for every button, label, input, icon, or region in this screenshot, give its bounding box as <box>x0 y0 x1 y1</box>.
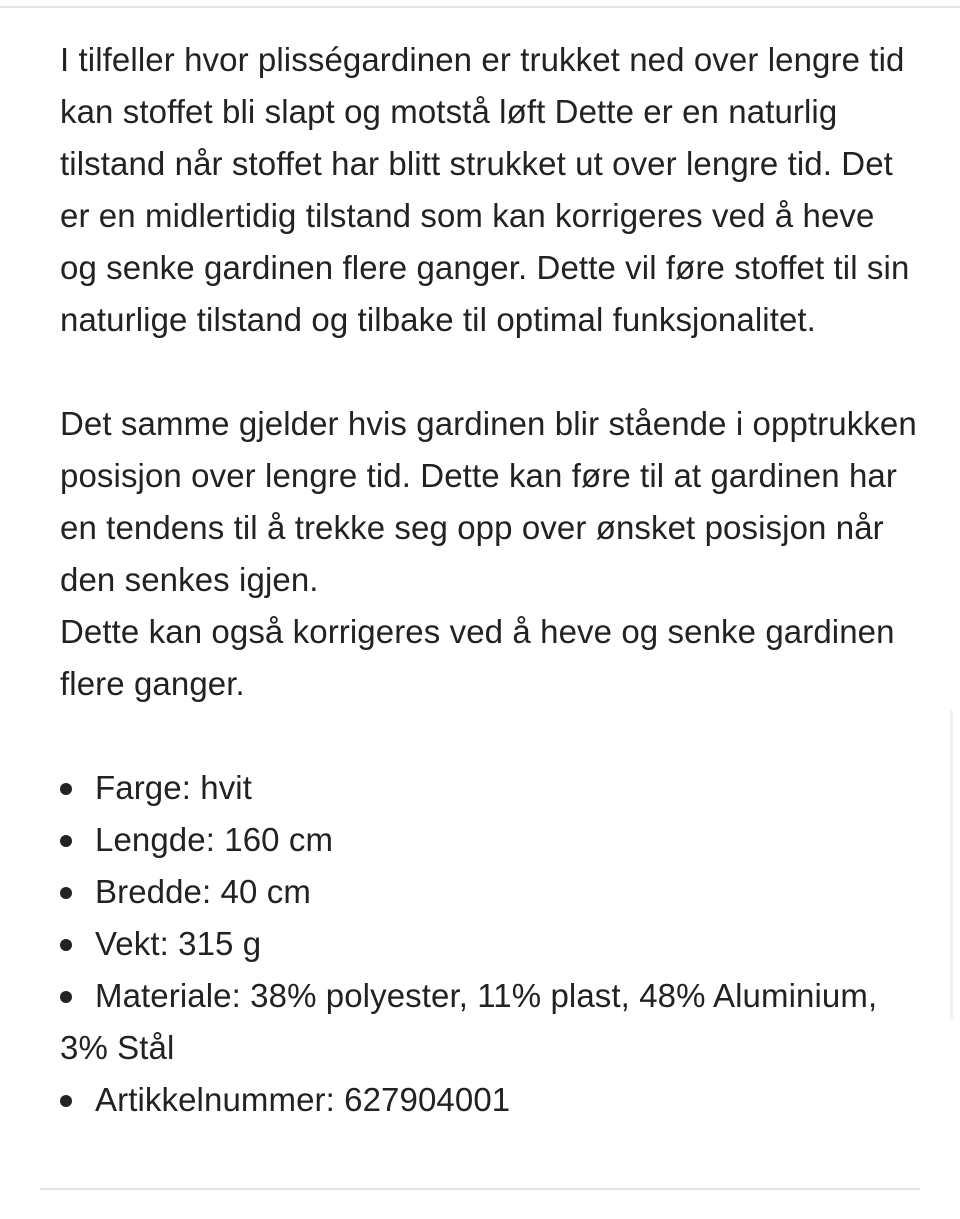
spec-item-material <box>60 970 920 1074</box>
description-paragraph-1: I tilfeller hvor plisségardinen er trukket ned over lengre tid kan stoffet bli slapt og motstå løft Dette er en naturlig tilstand når stoffet har blitt strukket ut over lengre tid. Det er en midlertidig tilstand som kan korrigeres ved å heve og senke gardinen flere ganger. Dette vil føre stoffet til sin naturlige tilstand og tilbake til optimal funksjonalitet. <box>60 41 910 338</box>
spec-item-article-number <box>60 1074 920 1126</box>
spec-item-length <box>60 814 920 866</box>
bullet-icon <box>60 991 72 1003</box>
bullet-icon <box>60 939 72 951</box>
spec-item-text: Farge: hvit <box>95 769 252 806</box>
scrollbar-track[interactable] <box>950 710 953 1020</box>
spec-item-text: Vekt: 315 g <box>95 925 262 962</box>
spec-item-width <box>60 866 920 918</box>
spec-list <box>60 762 920 1126</box>
top-divider <box>0 6 960 8</box>
bullet-icon <box>60 783 72 795</box>
description-paragraph-2b: Dette kan også korrigeres ved å heve og senke gardinen flere ganger. <box>60 613 895 702</box>
spec-item-weight <box>60 918 920 970</box>
bottom-divider <box>40 1188 920 1190</box>
spec-item-text: Bredde: 40 cm <box>95 873 311 910</box>
spec-item-text: Materiale: 38% polyester, 11% plast, 48% Aluminium, 3% Stål <box>60 977 878 1066</box>
spec-item-color <box>60 762 920 814</box>
bullet-icon <box>60 1095 72 1107</box>
bullet-icon <box>60 887 72 899</box>
product-description <box>60 34 920 1126</box>
bullet-icon <box>60 835 72 847</box>
spec-item-text: Lengde: 160 cm <box>95 821 334 858</box>
spec-item-text: Artikkelnummer: 627904001 <box>95 1081 511 1118</box>
description-paragraph-2a: Det samme gjelder hvis gardinen blir stående i opptrukken posisjon over lengre tid. Dette kan føre til at gardinen har en tendens til å trekke seg opp over ønsket posisjon når den senkes igjen. <box>60 405 917 598</box>
